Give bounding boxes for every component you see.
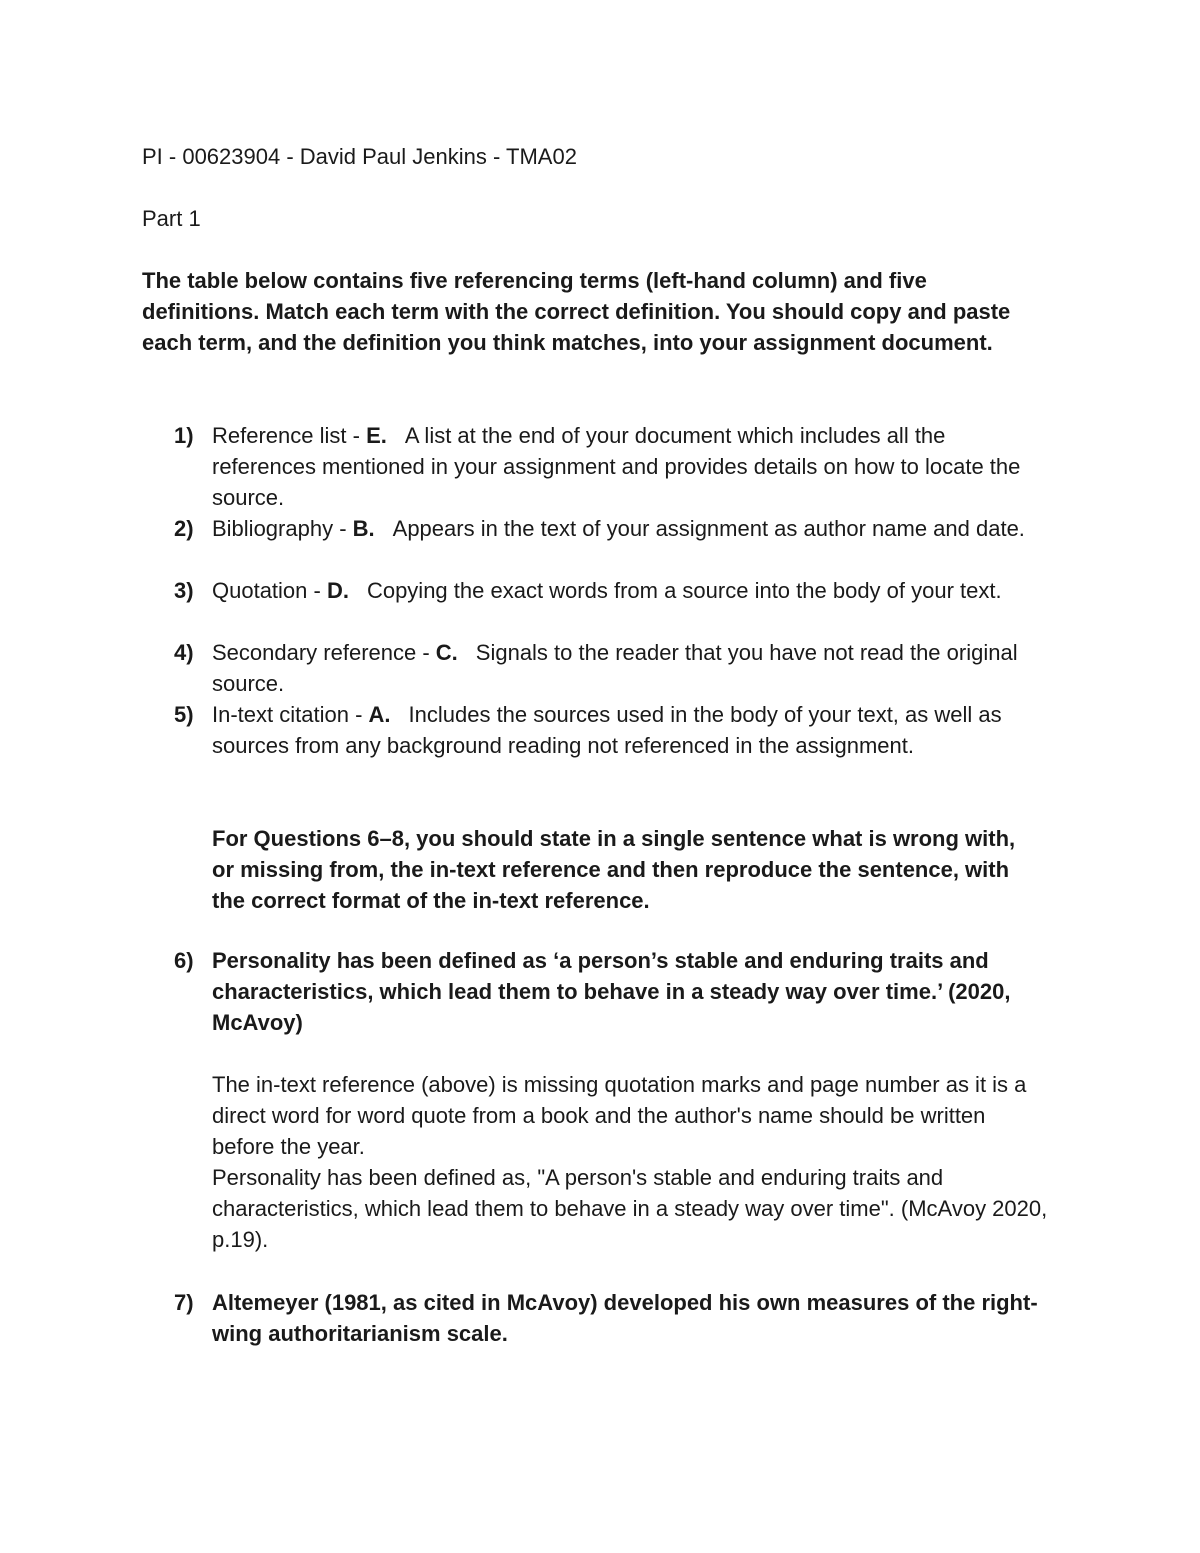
- match-term: In-text citation -: [212, 702, 369, 727]
- match-number: 1): [174, 423, 194, 448]
- question-6-answer-corrected: Personality has been defined as, "A person's stable and enduring traits and characteristics, which lead them to behave in a steady way over time". (McAvoy 2020, p.19).: [212, 1165, 1048, 1252]
- part-title: Part 1: [142, 206, 201, 231]
- match-definition: Signals to the reader that you have not read the original source.: [212, 640, 1018, 696]
- match-definition: Appears in the text of your assignment as author name and date.: [392, 516, 1025, 541]
- match-definition: Copying the exact words from a source into the body of your text.: [366, 578, 1002, 603]
- match-letter: D.: [326, 578, 349, 603]
- question-7-text: Altemeyer (1981, as cited in McAvoy) developed his own measures of the right-wing authoritarianism scale.: [212, 1290, 1038, 1346]
- match-definition: A list at the end of your document which includes all the references mentioned in your assignment and provides details on how to locate the source.: [212, 423, 1021, 510]
- match-number: 2): [174, 516, 194, 541]
- match-letter: C.: [435, 640, 458, 665]
- question-number: 6): [174, 948, 194, 973]
- question-6-text: Personality has been defined as ‘a person’s stable and enduring traits and characteristics, which lead them to behave in a steady way over time.’ (2020, McAvoy): [212, 948, 1011, 1035]
- match-letter: E.: [366, 423, 387, 448]
- instructions: The table below contains five referencing terms (left-hand column) and five definitions. Match each term with the correct definition. You should copy and paste each term, and the definition you think matches, into your assignment document.: [142, 268, 1011, 355]
- match-number: 3): [174, 578, 194, 603]
- match-term: Secondary reference -: [212, 640, 436, 665]
- match-letter: A.: [368, 702, 391, 727]
- match-letter: B.: [352, 516, 375, 541]
- match-number: 5): [174, 702, 194, 727]
- question-number: 7): [174, 1290, 194, 1315]
- match-term: Quotation -: [212, 578, 327, 603]
- match-term: Reference list -: [212, 423, 367, 448]
- document-header: PI - 00623904 - David Paul Jenkins - TMA02: [142, 144, 577, 169]
- question-6-answer-explanation: The in-text reference (above) is missing quotation marks and page number as it is a direct word for word quote from a book and the author's name should be written before the year.: [212, 1072, 1027, 1159]
- match-term: Bibliography -: [212, 516, 353, 541]
- match-number: 4): [174, 640, 194, 665]
- questions-6-8-intro: For Questions 6–8, you should state in a single sentence what is wrong with, or missing from, the in-text reference and then reproduce the sentence, with the correct format of the in-text reference.: [212, 826, 1016, 913]
- match-definition: Includes the sources used in the body of your text, as well as sources from any background reading not referenced in the assignment.: [212, 702, 1002, 758]
